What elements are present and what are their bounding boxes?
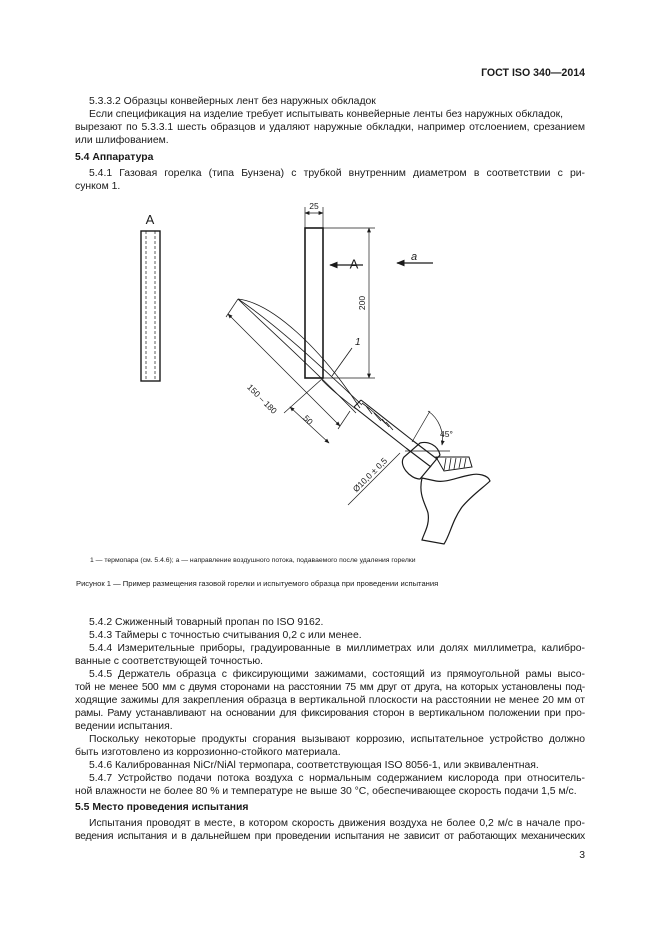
- text-line: Поскольку некоторые продукты сгорания вызывают коррозию, испытательное устройство должно: [89, 734, 585, 745]
- text-line: сунком 1.: [75, 181, 121, 192]
- item-5-4-2: 5.4.2 Сжиженный товарный пропан по ISO 9162.: [89, 617, 324, 628]
- label-arrow-a: A: [349, 256, 359, 272]
- dimension-200: 200: [357, 295, 367, 311]
- text-line: ведения испытания и в дальнейшем при проведении испытания не зависит от работающих механических: [75, 831, 585, 842]
- dimension-50: 50: [301, 412, 316, 427]
- page-number: 3: [579, 850, 585, 861]
- item-5-4-6: 5.4.6 Калиброванная NiCr/NiAl термопара, соответствующая ISO 8056-1, или эквивалентная.: [89, 760, 539, 771]
- label-view-a: A: [145, 212, 155, 227]
- text-line: Испытания проводят в месте, в котором скорость движения воздуха не более 0,2 м/с в начале про-: [89, 818, 585, 829]
- figure-caption: Рисунок 1 — Пример размещения газовой горелки и испытуемого образца при проведении испытания: [76, 579, 439, 588]
- text-line: вырезают по 5.3.3.1 шесть образцов и удаляют наружные обкладки, например отслоением, срезанием: [75, 122, 585, 133]
- text-line: 5.4.7 Устройство подачи потока воздуха с нормальным содержанием кислорода при относитель-: [89, 773, 585, 784]
- section-5-4-heading: 5.4 Аппаратура: [75, 152, 154, 163]
- label-airflow-a: a: [410, 251, 418, 263]
- text-line: быть изготовлено из коррозионно-стойкого материала.: [75, 747, 341, 758]
- text-line: или шлифованием.: [75, 135, 169, 146]
- item-5-4-3: 5.4.3 Таймеры с точностью считывания 0,2 с или менее.: [89, 630, 362, 641]
- dimension-25: 25: [309, 201, 319, 211]
- text-line: рамы. Раму устанавливают на основании для фиксирования сторон в вертикальном положении при про-: [75, 708, 585, 719]
- figure-1-drawing: [0, 195, 661, 555]
- label-thermocouple-1: 1: [355, 337, 361, 348]
- angle-45: 45°: [440, 429, 453, 439]
- text-line: Если спецификация на изделие требует испытывать конвейерные ленты без наружных обкладок,: [89, 109, 564, 120]
- text-line: ванные с соответствующей точностью.: [75, 656, 264, 667]
- sample-view-a: [141, 231, 160, 381]
- dimension-diameter: Ø10,0 ± 0,5: [350, 455, 390, 495]
- section-5-5-heading: 5.5 Место проведения испытания: [75, 802, 249, 813]
- text-line: 5.4.1 Газовая горелка (типа Бунзена) с трубкой внутренним диаметром в соответствии с ри-: [89, 168, 585, 179]
- text-line: ходящие зажимы для закрепления образца в вертикальной плоскости на расстоянии не менее 20 мм от: [75, 695, 585, 706]
- document-id: ГОСТ ISO 340—2014: [481, 67, 585, 79]
- subsection-5-3-3-2-title: 5.3.3.2 Образцы конвейерных лент без наружных обкладок: [89, 96, 376, 107]
- text-line: 5.4.5 Держатель образца с фиксирующими зажимами, состоящий из прямоугольной рамы высо-: [89, 669, 585, 680]
- dimension-150-180: 150 – 180: [245, 381, 280, 416]
- text-line: ной влажности не более 80 % и температуре не выше 30 °C, обеспечивающее скорость подачи 1,5 м/с.: [75, 786, 577, 797]
- text-line: той не менее 500 мм с двумя сторонами на расстоянии 75 мм друг от друга, на которых установлены под-: [75, 682, 585, 693]
- text-line: 5.4.4 Измерительные приборы, градуированные в миллиметрах или долях миллиметра, калибро-: [89, 643, 585, 654]
- text-line: ведении испытания.: [75, 721, 173, 732]
- figure-legend: 1 — термопара (см. 5.4.6); a — направление воздушного потока, подаваемого после удаления горелки: [90, 557, 416, 564]
